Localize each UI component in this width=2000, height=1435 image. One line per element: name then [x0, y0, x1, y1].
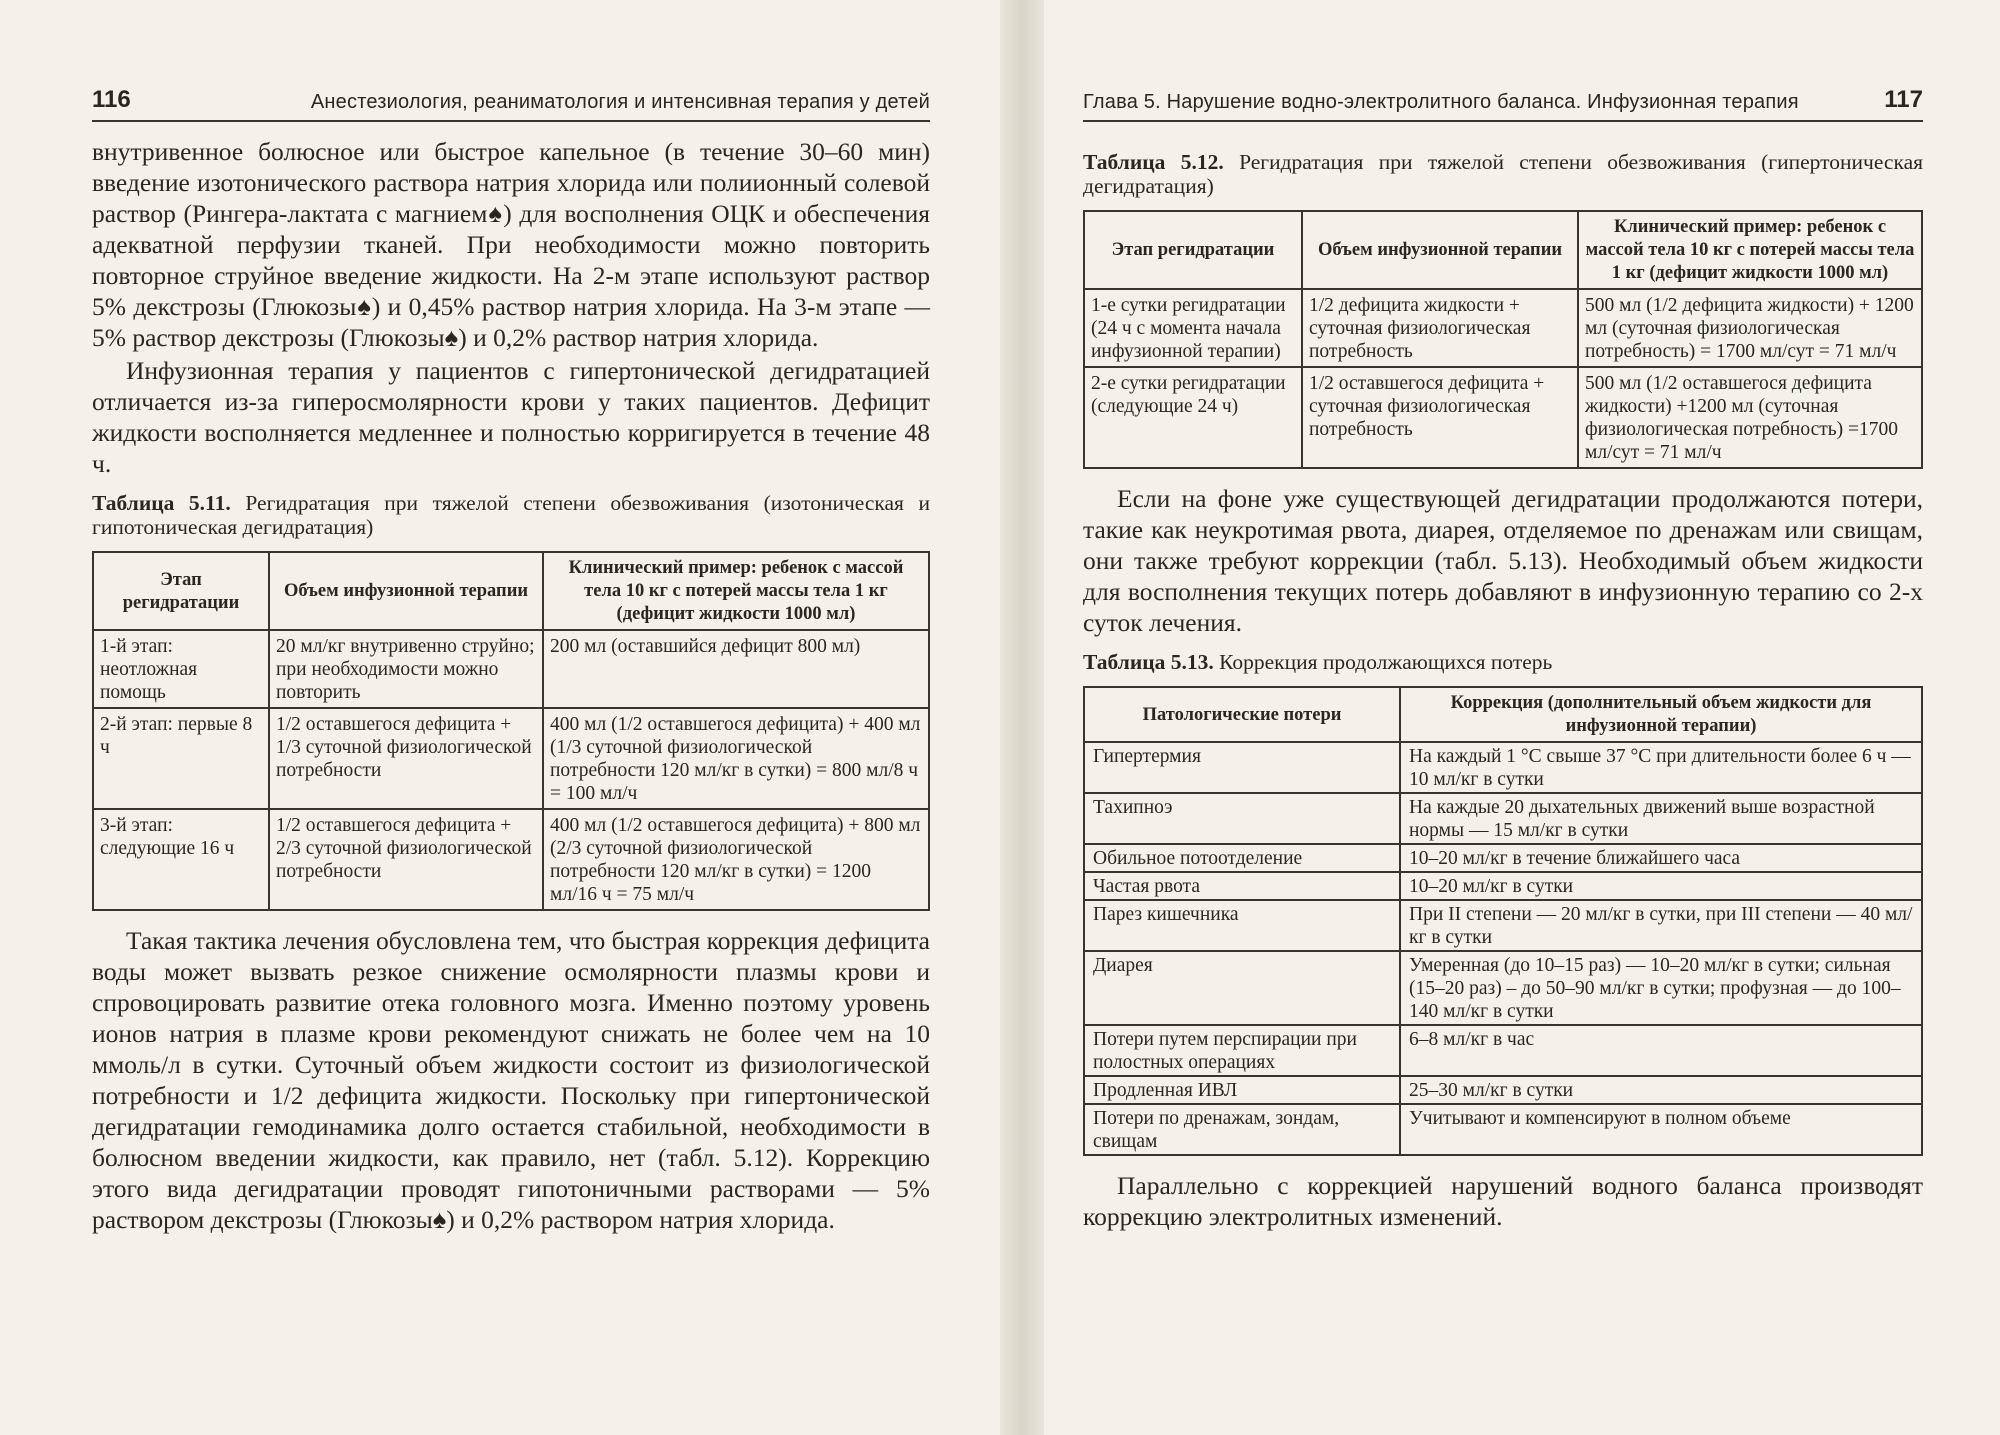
left-running-title: Анестезиология, реаниматология и интенсивная терапия у детей [310, 91, 930, 113]
table-row [1084, 1025, 1922, 1076]
table-cell: 1/2 оставшегося дефицита + 2/3 суточной физиологической потребности [269, 809, 543, 910]
table-cell: 500 мл (1/2 оставшегося дефицита жидкости) +1200 мл (суточная физиологическая потребность) =1700 мл/сут = 71 мл/ч [1578, 367, 1922, 468]
table-cell: Потери путем перспирации при полостных операциях [1084, 1025, 1400, 1076]
right-content [1083, 136, 1923, 1234]
table-cell: Учитывают и компенсируют в полном объеме [1400, 1104, 1922, 1155]
table-512-header-cell: Объем инфузионной терапии [1302, 211, 1578, 289]
table-511-label: Таблица 5.11. [92, 491, 231, 515]
table-cell: Частая рвота [1084, 872, 1400, 900]
table-512-header-cell: Клинический пример: ребенок с массой тела 10 кг с потерей массы тела 1 кг (дефицит жидкости 1000 мл) [1578, 211, 1922, 289]
table-cell: 20 мл/кг внутривенно струйно; при необходимости можно повторить [269, 630, 543, 708]
table-512-label: Таблица 5.12. [1083, 150, 1224, 174]
table-511-header-cell: Клинический пример: ребенок с массой тела 10 кг с потерей массы тела 1 кг (дефицит жидкости 1000 мл) [543, 552, 929, 630]
right-paragraph-1: Если на фоне уже существующей дегидратации продолжаются потери, такие как неукротимая рвота, диарея, отделяемое по дренажам или свищам, они также требуют коррекции (табл. 5.13). Необходимый объем жидкости для восполнения текущих потерь добавляют в инфузионную терапию со 2-х суток лечения. [1083, 484, 1923, 637]
table-row [1084, 951, 1922, 1025]
table-row [1084, 289, 1922, 367]
table-row [93, 708, 929, 809]
right-page [1083, 0, 1923, 1435]
table-row [1084, 844, 1922, 872]
table-513-header-cell: Коррекция (дополнительный объем жидкости для инфузионной терапии) [1400, 687, 1922, 742]
right-paragraph-2: Параллельно с коррекцией нарушений водного баланса производят коррекцию электролитных изменений. [1083, 1171, 1923, 1231]
table-cell: На каждые 20 дыхательных движений выше возрастной нормы — 15 мл/кг в сутки [1400, 793, 1922, 844]
left-running-head [92, 82, 930, 122]
left-paragraph-1: внутривенное болюсное или быстрое капельное (в течение 30–60 мин) введение изотонического раствора натрия хлорида или полиионный солевой раствор (Рингера-лактата с магнием♠) для восполнения ОЦК и обеспечения адекватной перфузии тканей. При необходимости можно повторить повторное струйное введение жидкости. На 2-м этапе используют раствор 5% декстрозы (Глюкозы♠) и 0,45% раствор натрия хлорида. На 3-м этапе — 5% раствор декстрозы (Глюкозы♠) и 0,2% раствор натрия хлорида. [92, 137, 930, 352]
table-513-caption [1083, 650, 1923, 674]
table-cell: Продленная ИВЛ [1084, 1076, 1400, 1104]
table-513-header-cell: Патологические потери [1084, 687, 1400, 742]
table-512 [1083, 210, 1923, 469]
table-512-caption-text: Регидратация при тяжелой степени обезвоживания (гипертоническая дегидратация) [1083, 150, 1924, 198]
table-cell: 10–20 мл/кг в течение ближайшего часа [1400, 844, 1922, 872]
table-cell: Потери по дренажам, зондам, свищам [1084, 1104, 1400, 1155]
table-cell: Парез кишечника [1084, 900, 1400, 951]
table-513-label: Таблица 5.13. [1083, 650, 1214, 674]
table-cell: 1/2 оставшегося дефицита + 1/3 суточной физиологической потребности [269, 708, 543, 809]
left-paragraph-3: Такая тактика лечения обусловлена тем, что быстрая коррекция дефицита воды может вызвать резкое снижение осмолярности плазмы крови и спровоцировать развитие отека головного мозга. Именно поэтому уровень ионов натрия в плазме крови рекомендуют снижать не более чем на 10 ммоль/л в сутки. Суточный объем жидкости состоит из физиологической потребности и 1/2 дефицита жидкости. Поскольку при гипертонической дегидратации гемодинамика долго остается стабильной, необходимости в болюсном введении жидкости, как правило, нет (табл. 5.12). Коррекцию этого вида дегидратации проводят гипотоничными растворами — 5% раствором декстрозы (Глюкозы♠) и 0,2% раствором натрия хлорида. [92, 926, 930, 1234]
table-cell: 25–30 мл/кг в сутки [1400, 1076, 1922, 1104]
table-cell: 10–20 мл/кг в сутки [1400, 872, 1922, 900]
table-cell: 1-й этап: неотложная помощь [93, 630, 269, 708]
table-511-caption-text: Регидратация при тяжелой степени обезвоживания (изотоническая и гипотоническая дегидратация) [92, 491, 931, 539]
table-cell: Умеренная (до 10–15 раз) — 10–20 мл/кг в сутки; сильная (15–20 раз) – до 50–90 мл/кг в сутки; профузная — до 100–140 мл/кг в сутки [1400, 951, 1922, 1025]
table-row [93, 630, 929, 708]
left-page [92, 0, 930, 1435]
table-cell: 2-е сутки регидратации (следующие 24 ч) [1084, 367, 1302, 468]
table-cell: 1/2 оставшегося дефицита + суточная физиологическая потребность [1302, 367, 1578, 468]
table-cell: Тахипноэ [1084, 793, 1400, 844]
left-content [92, 136, 930, 1237]
table-cell: 2-й этап: первые 8 ч [93, 708, 269, 809]
table-511 [92, 551, 930, 911]
left-paragraph-2: Инфузионная терапия у пациентов с гипертонической дегидратацией отличается из-за гиперосмолярности крови у таких пациентов. Дефицит жидкости восполняется медленнее и полностью корригируется в течение 48 ч. [92, 356, 930, 478]
table-512-caption [1083, 150, 1923, 198]
table-cell: На каждый 1 °С свыше 37 °С при длительности более 6 ч — 10 мл/кг в сутки [1400, 742, 1922, 793]
table-row [93, 809, 929, 910]
right-running-title: Глава 5. Нарушение водно-электролитного баланса. Инфузионная терапия [1083, 91, 1799, 113]
table-cell: При II степени — 20 мл/кг в сутки, при III степени — 40 мл/кг в сутки [1400, 900, 1922, 951]
right-page-number: 117 [1884, 86, 1923, 113]
table-cell: 1-е сутки регидратации (24 ч с момента начала инфузионной терапии) [1084, 289, 1302, 367]
table-511-header-cell: Этап регидратации [93, 552, 269, 630]
table-512-header-row [1084, 211, 1922, 289]
table-cell: Гипертермия [1084, 742, 1400, 793]
table-row [1084, 793, 1922, 844]
table-row [1084, 872, 1922, 900]
table-cell: 400 мл (1/2 оставшегося дефицита) + 800 мл (2/3 суточной физиологической потребности 120 мл/кг в сутки) = 1200 мл/16 ч = 75 мл/ч [543, 809, 929, 910]
left-page-number: 116 [92, 86, 131, 113]
table-cell: 200 мл (оставшийся дефицит 800 мл) [543, 630, 929, 708]
table-cell: Обильное потоотделение [1084, 844, 1400, 872]
table-511-header-cell: Объем инфузионной терапии [269, 552, 543, 630]
table-cell: 6–8 мл/кг в час [1400, 1025, 1922, 1076]
table-row [1084, 1076, 1922, 1104]
table-cell: 400 мл (1/2 оставшегося дефицита) + 400 мл (1/3 суточной физиологической потребности 120 мл/кг в сутки) = 800 мл/8 ч = 100 мл/ч [543, 708, 929, 809]
table-513-header-row [1084, 687, 1922, 742]
table-513-caption-text: Коррекция продолжающихся потерь [1219, 650, 1553, 674]
table-row [1084, 1104, 1922, 1155]
table-cell: 500 мл (1/2 дефицита жидкости) + 1200 мл (суточная физиологическая потребность) = 1700 мл/сут = 71 мл/ч [1578, 289, 1922, 367]
table-cell: Диарея [1084, 951, 1400, 1025]
table-511-caption [92, 491, 930, 539]
table-row [1084, 742, 1922, 793]
book-gutter [1000, 0, 1044, 1435]
right-running-head [1083, 82, 1923, 122]
table-row [1084, 367, 1922, 468]
table-511-header-row [93, 552, 929, 630]
table-513 [1083, 686, 1923, 1156]
table-cell: 3-й этап: следующие 16 ч [93, 809, 269, 910]
table-512-header-cell: Этап регидратации [1084, 211, 1302, 289]
table-row [1084, 900, 1922, 951]
table-cell: 1/2 дефицита жидкости + суточная физиологическая потребность [1302, 289, 1578, 367]
